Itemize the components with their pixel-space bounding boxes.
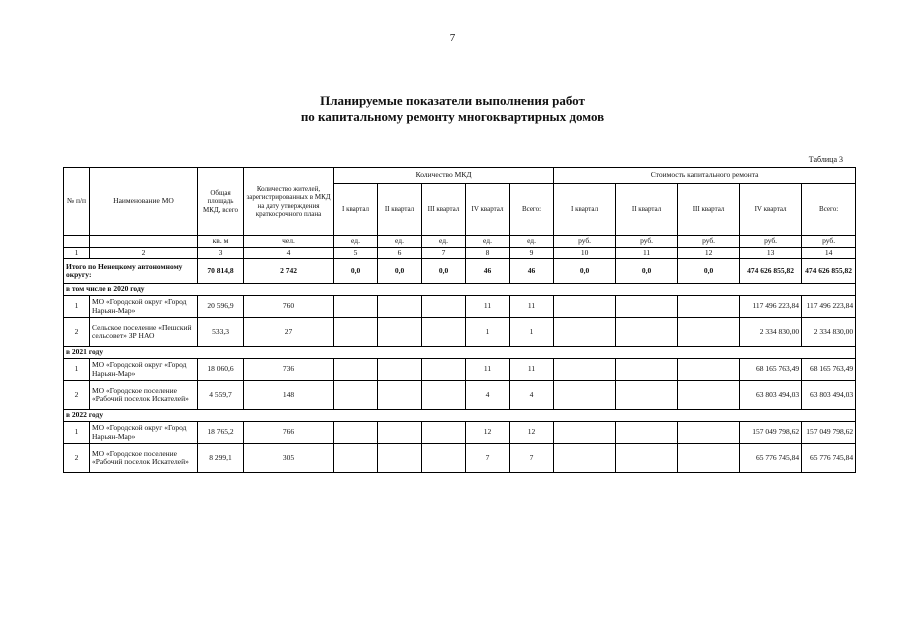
row-mkd-total: 11 — [510, 359, 554, 381]
row-mkd-q3 — [422, 359, 466, 381]
header-residents: Количество жителей, зарегистрированных в МКД на дату утверждения краткосрочного плана — [244, 168, 334, 236]
col-number: 12 — [678, 248, 740, 259]
row-mkd-q4: 11 — [466, 296, 510, 318]
col-number: 8 — [466, 248, 510, 259]
row-mkd-q2 — [378, 381, 422, 410]
header-mkd-q1: I квартал — [334, 184, 378, 236]
col-number: 9 — [510, 248, 554, 259]
row-area: 4 559,7 — [198, 381, 244, 410]
section-header — [64, 347, 856, 359]
col-number: 2 — [90, 248, 198, 259]
total-label: Итого по Ненецкому автономному округу: — [64, 259, 198, 284]
header-cost-q1: I квартал — [554, 184, 616, 236]
unit-cell — [64, 236, 90, 248]
page-title — [0, 93, 905, 125]
row-mkd-q1 — [334, 359, 378, 381]
total-mkd-q4: 46 — [466, 259, 510, 284]
col-number: 13 — [740, 248, 802, 259]
row-num: 1 — [64, 296, 90, 318]
unit-cell: руб. — [616, 236, 678, 248]
row-num: 2 — [64, 318, 90, 347]
header-mkd-q4: IV квартал — [466, 184, 510, 236]
header-cost-q3: III квартал — [678, 184, 740, 236]
header-name: Наименование МО — [90, 168, 198, 236]
total-cost-q1: 0,0 — [554, 259, 616, 284]
row-mkd-total: 12 — [510, 422, 554, 444]
total-cost-q2: 0,0 — [616, 259, 678, 284]
repair-plan-table — [63, 167, 856, 473]
row-cost-total: 2 334 830,00 — [802, 318, 856, 347]
table-row — [64, 318, 856, 347]
row-mkd-q1 — [334, 318, 378, 347]
row-cost-q2 — [616, 422, 678, 444]
total-mkd-total: 46 — [510, 259, 554, 284]
col-number: 11 — [616, 248, 678, 259]
row-cost-total: 65 776 745,84 — [802, 444, 856, 473]
row-cost-q3 — [678, 359, 740, 381]
row-mkd-q2 — [378, 296, 422, 318]
unit-cell: руб. — [802, 236, 856, 248]
row-mkd-q1 — [334, 444, 378, 473]
row-residents: 305 — [244, 444, 334, 473]
row-cost-total: 117 496 223,84 — [802, 296, 856, 318]
title-line-1: Планируемые показатели выполнения работ — [320, 93, 585, 108]
row-cost-q3 — [678, 296, 740, 318]
unit-cell: руб. — [678, 236, 740, 248]
row-residents: 760 — [244, 296, 334, 318]
row-mkd-total: 7 — [510, 444, 554, 473]
row-area: 533,3 — [198, 318, 244, 347]
row-mkd-q1 — [334, 296, 378, 318]
row-cost-q1 — [554, 359, 616, 381]
row-name: Сельское поселение «Пешский сельсовет» ЗР НАО — [90, 318, 198, 347]
row-area: 18 060,6 — [198, 359, 244, 381]
row-cost-total: 68 165 763,49 — [802, 359, 856, 381]
row-num: 2 — [64, 381, 90, 410]
row-mkd-q2 — [378, 422, 422, 444]
row-residents: 148 — [244, 381, 334, 410]
row-mkd-q1 — [334, 422, 378, 444]
row-mkd-q2 — [378, 359, 422, 381]
row-num: 1 — [64, 359, 90, 381]
row-cost-q1 — [554, 296, 616, 318]
row-cost-q2 — [616, 444, 678, 473]
header-cost-q4: IV квартал — [740, 184, 802, 236]
row-cost-q1 — [554, 318, 616, 347]
section-label: в 2022 году — [64, 410, 856, 422]
table-row — [64, 296, 856, 318]
section-label: в 2021 году — [64, 347, 856, 359]
row-area: 8 299,1 — [198, 444, 244, 473]
unit-cell: ед. — [466, 236, 510, 248]
section-header — [64, 410, 856, 422]
unit-cell — [90, 236, 198, 248]
row-cost-total: 63 803 494,03 — [802, 381, 856, 410]
header-mkd-q3: III квартал — [422, 184, 466, 236]
header-cost-group: Стоимость капитального ремонта — [554, 168, 856, 184]
row-cost-q1 — [554, 422, 616, 444]
row-num: 1 — [64, 422, 90, 444]
row-mkd-q2 — [378, 444, 422, 473]
row-num: 2 — [64, 444, 90, 473]
header-mkd-total: Всего: — [510, 184, 554, 236]
unit-cell: руб. — [554, 236, 616, 248]
total-mkd-q3: 0,0 — [422, 259, 466, 284]
row-mkd-q4: 1 — [466, 318, 510, 347]
row-residents: 736 — [244, 359, 334, 381]
row-mkd-q1 — [334, 381, 378, 410]
table-row — [64, 444, 856, 473]
col-number: 14 — [802, 248, 856, 259]
row-cost-total: 157 049 798,62 — [802, 422, 856, 444]
row-mkd-q3 — [422, 318, 466, 347]
row-mkd-q3 — [422, 444, 466, 473]
row-name: МО «Городской округ «Город Нарьян-Мар» — [90, 359, 198, 381]
row-mkd-total: 1 — [510, 318, 554, 347]
row-mkd-q3 — [422, 296, 466, 318]
col-number: 7 — [422, 248, 466, 259]
row-mkd-q2 — [378, 318, 422, 347]
title-line-2: по капитальному ремонту многоквартирных домов — [300, 109, 605, 124]
page-number: 7 — [449, 32, 456, 44]
row-mkd-q3 — [422, 381, 466, 410]
header-mkd-q2: II квартал — [378, 184, 422, 236]
row-cost-q4: 117 496 223,84 — [740, 296, 802, 318]
row-mkd-total: 4 — [510, 381, 554, 410]
row-cost-q4: 65 776 745,84 — [740, 444, 802, 473]
row-area: 20 596,9 — [198, 296, 244, 318]
row-name: МО «Городской округ «Город Нарьян-Мар» — [90, 296, 198, 318]
row-cost-q3 — [678, 422, 740, 444]
row-cost-q3 — [678, 444, 740, 473]
section-label: в том числе в 2020 году — [64, 284, 856, 296]
row-cost-q1 — [554, 381, 616, 410]
row-mkd-q4: 11 — [466, 359, 510, 381]
table-row — [64, 422, 856, 444]
total-residents: 2 742 — [244, 259, 334, 284]
row-cost-q1 — [554, 444, 616, 473]
col-number: 6 — [378, 248, 422, 259]
unit-cell: ед. — [334, 236, 378, 248]
col-number: 10 — [554, 248, 616, 259]
row-cost-q2 — [616, 359, 678, 381]
header-mkd-group: Количество МКД — [334, 168, 554, 184]
col-number: 3 — [198, 248, 244, 259]
row-residents: 766 — [244, 422, 334, 444]
total-row — [64, 259, 856, 284]
unit-cell: ед. — [422, 236, 466, 248]
row-name: МО «Городской округ «Город Нарьян-Мар» — [90, 422, 198, 444]
row-cost-q2 — [616, 296, 678, 318]
header-cost-total: Всего: — [802, 184, 856, 236]
row-cost-q4: 157 049 798,62 — [740, 422, 802, 444]
row-mkd-total: 11 — [510, 296, 554, 318]
row-residents: 27 — [244, 318, 334, 347]
row-cost-q2 — [616, 318, 678, 347]
table-label: Таблица 3 — [808, 155, 843, 164]
row-name: МО «Городское поселение «Рабочий поселок Искателей» — [90, 444, 198, 473]
table-row — [64, 359, 856, 381]
total-cost-total: 474 626 855,82 — [802, 259, 856, 284]
table-row — [64, 381, 856, 410]
row-area: 18 765,2 — [198, 422, 244, 444]
row-mkd-q4: 12 — [466, 422, 510, 444]
row-mkd-q4: 7 — [466, 444, 510, 473]
total-mkd-q1: 0,0 — [334, 259, 378, 284]
col-number: 1 — [64, 248, 90, 259]
row-cost-q4: 68 165 763,49 — [740, 359, 802, 381]
unit-cell: кв. м — [198, 236, 244, 248]
total-cost-q4: 474 626 855,82 — [740, 259, 802, 284]
row-cost-q3 — [678, 318, 740, 347]
section-header — [64, 284, 856, 296]
total-cost-q3: 0,0 — [678, 259, 740, 284]
header-num: № п/п — [64, 168, 90, 236]
total-area: 70 814,8 — [198, 259, 244, 284]
unit-cell: ед. — [378, 236, 422, 248]
row-mkd-q3 — [422, 422, 466, 444]
col-number: 4 — [244, 248, 334, 259]
row-name: МО «Городское поселение «Рабочий поселок Искателей» — [90, 381, 198, 410]
row-cost-q4: 2 334 830,00 — [740, 318, 802, 347]
unit-cell: ед. — [510, 236, 554, 248]
header-area: Общая площадь МКД, всего — [198, 168, 244, 236]
unit-cell: руб. — [740, 236, 802, 248]
row-mkd-q4: 4 — [466, 381, 510, 410]
row-cost-q4: 63 803 494,03 — [740, 381, 802, 410]
unit-cell: чел. — [244, 236, 334, 248]
header-cost-q2: II квартал — [616, 184, 678, 236]
row-cost-q3 — [678, 381, 740, 410]
col-number: 5 — [334, 248, 378, 259]
total-mkd-q2: 0,0 — [378, 259, 422, 284]
row-cost-q2 — [616, 381, 678, 410]
